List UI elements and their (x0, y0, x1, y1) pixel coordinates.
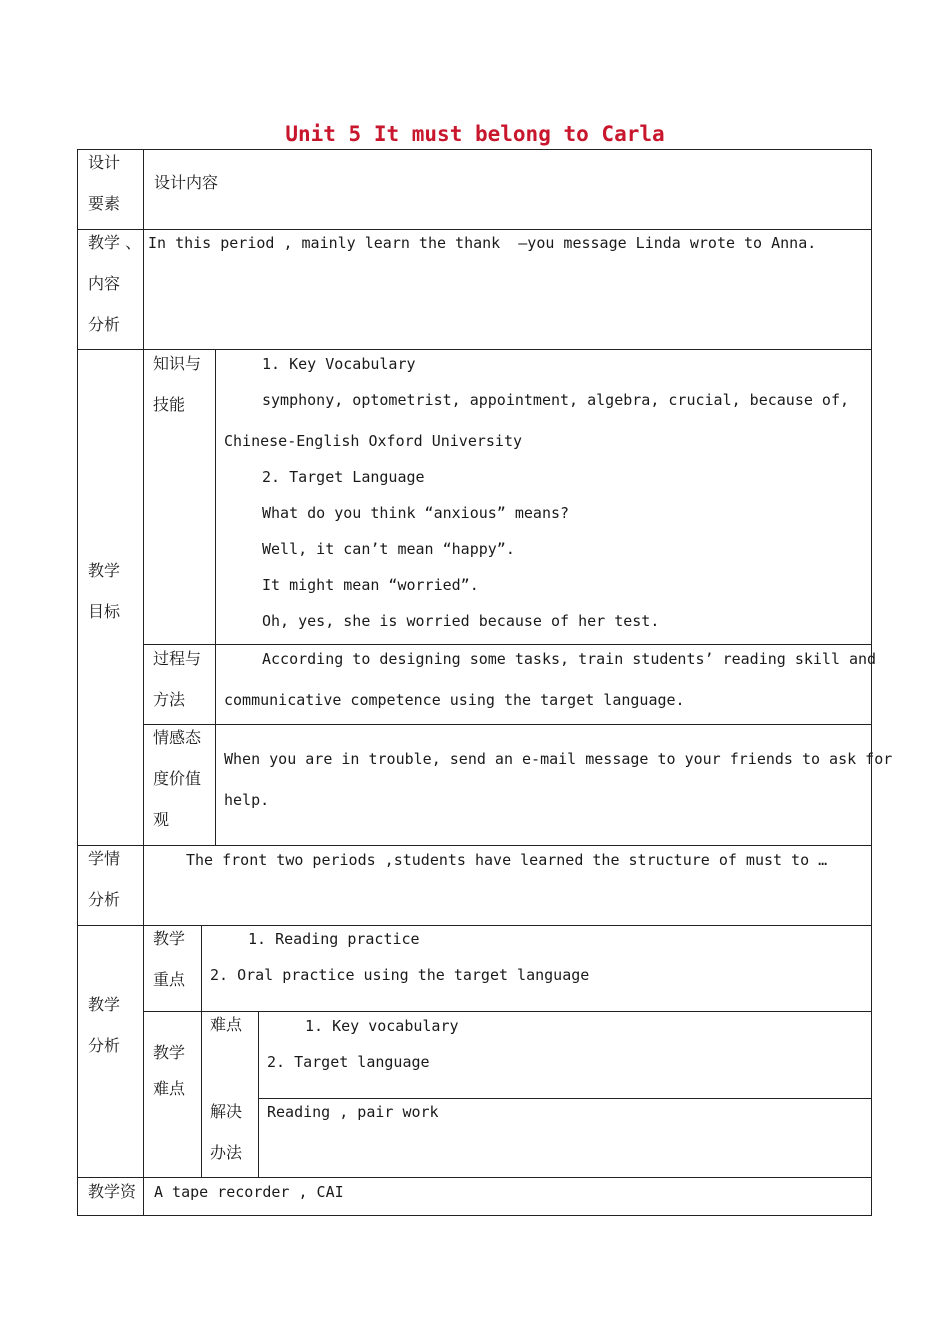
knowledge-line: Oh, yes, she is worried because of her test. (262, 612, 660, 630)
learning-analysis-text: The front two periods ,students have learned the structure of must to … (186, 851, 828, 869)
content-analysis-label: 内容 (88, 274, 121, 293)
focus-text: 2. Oral practice using the target language (210, 966, 590, 984)
row-divider (143, 1011, 872, 1012)
row-divider (77, 1177, 872, 1178)
process-label: 方法 (153, 690, 186, 709)
knowledge-line: It might mean “worried”. (262, 576, 479, 594)
header-content: 设计内容 (154, 173, 219, 192)
teaching-analysis-label: 分析 (88, 1036, 121, 1055)
resources-text: A tape recorder , CAI (154, 1183, 344, 1201)
knowledge-line: What do you think “anxious” means? (262, 504, 570, 522)
row-divider (258, 1098, 872, 1099)
knowledge-label: 技能 (153, 395, 186, 414)
row-divider (77, 349, 872, 350)
process-text: According to designing some tasks, train students’ reading skill and (262, 650, 877, 668)
focus-label: 重点 (153, 970, 186, 989)
objectives-label: 目标 (88, 602, 121, 621)
learning-analysis-label: 分析 (88, 890, 121, 909)
row-divider (77, 845, 872, 846)
table-border-left (77, 149, 78, 1216)
column-divider (143, 149, 144, 1216)
hard-point-label: 难点 (210, 1015, 243, 1034)
page-title: Unit 5 It must belong to Carla (285, 122, 665, 146)
process-label: 过程与 (153, 649, 202, 668)
attitude-text: help. (224, 791, 270, 809)
knowledge-label: 知识与 (153, 354, 202, 373)
knowledge-line: 2. Target Language (262, 468, 425, 486)
solution-text: Reading , pair work (267, 1103, 439, 1121)
learning-analysis-label: 学情 (88, 849, 121, 868)
header-label: 要素 (88, 194, 121, 213)
knowledge-line: Well, it can’t mean “happy”. (262, 540, 515, 558)
hard-point-text: 2. Target language (267, 1053, 430, 1071)
resources-label: 教学资 (88, 1182, 137, 1201)
attitude-label: 情感态 (153, 728, 202, 747)
attitude-text: When you are in trouble, send an e-mail message to your friends to ask for (224, 750, 893, 768)
process-text: communicative competence using the target language. (224, 691, 685, 709)
table-border-bottom (77, 1215, 872, 1216)
solution-label: 办法 (210, 1143, 243, 1162)
row-divider (77, 229, 872, 230)
table-border-right (871, 149, 872, 1216)
knowledge-line: symphony, optometrist, appointment, algebra, crucial, because of, (262, 391, 849, 409)
knowledge-line: Chinese-English Oxford University (224, 432, 523, 450)
difficulty-label: 教学 (153, 1043, 186, 1062)
focus-label: 教学 (153, 929, 186, 948)
content-analysis-text: In this period , mainly learn the thank –you message Linda wrote to Anna. (148, 234, 817, 252)
content-analysis-label: 分析 (88, 315, 121, 334)
row-divider (143, 724, 872, 725)
attitude-label: 度价值 (153, 769, 202, 788)
row-divider (77, 925, 872, 926)
solution-label: 解决 (210, 1102, 243, 1121)
row-divider (143, 644, 872, 645)
objectives-label: 教学 (88, 561, 121, 580)
header-label: 设计 (88, 153, 121, 172)
column-divider (258, 1011, 259, 1177)
focus-text: 1. Reading practice (248, 930, 420, 948)
column-divider (201, 925, 202, 1177)
knowledge-line: 1. Key Vocabulary (262, 355, 416, 373)
teaching-analysis-label: 教学 (88, 995, 121, 1014)
table-border-top (77, 149, 872, 150)
hard-point-text: 1. Key vocabulary (305, 1017, 459, 1035)
attitude-label: 观 (153, 810, 170, 829)
column-divider (215, 349, 216, 845)
difficulty-label: 难点 (153, 1079, 186, 1098)
content-analysis-label: 教学 、 (88, 233, 142, 252)
